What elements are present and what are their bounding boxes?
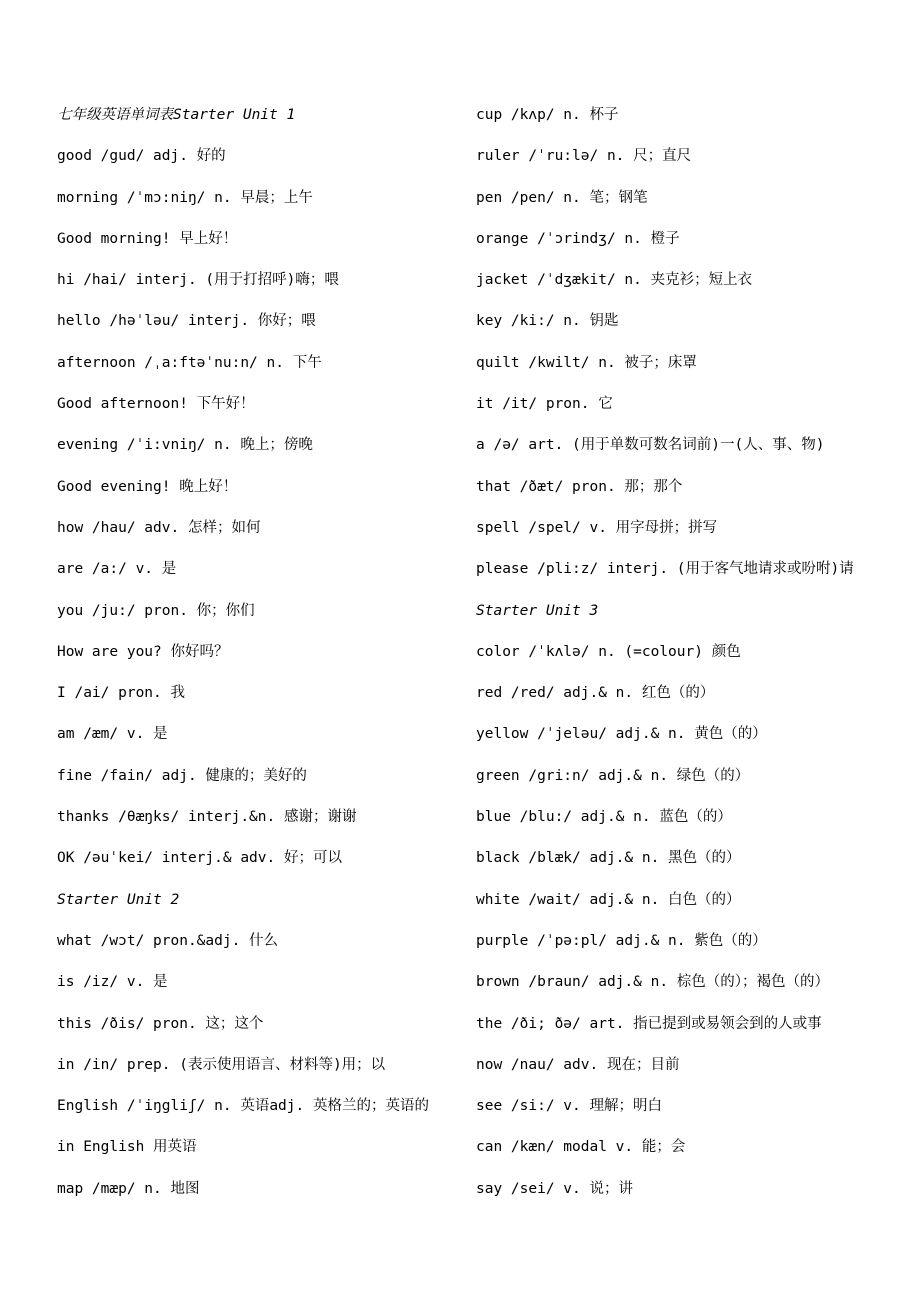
vocab-entry: hi /hai/ interj. (用于打招呼)嗨；喂 — [57, 272, 339, 289]
right-column — [476, 95, 906, 1210]
vocab-entry: Good afternoon! 下午好！ — [57, 396, 255, 413]
vocab-entry: orange /ˈɔrindʒ/ n. 橙子 — [476, 230, 680, 247]
vocab-entry: that /ðæt/ pron. 那；那个 — [476, 478, 683, 495]
vocab-entry: evening /ˈi:vniŋ/ n. 晚上；傍晚 — [57, 437, 313, 454]
vocab-entry: please /pli:z/ interj. (用于客气地请求或吩咐)请 — [476, 561, 854, 578]
vocab-entry: How are you? 你好吗？ — [57, 643, 229, 660]
vocab-entry: green /gri:n/ adj.& n. 绿色（的） — [476, 767, 750, 784]
vocab-entry: red /red/ adj.& n. 红色（的） — [476, 685, 715, 702]
vocab-entry: cup /kʌp/ n. 杯子 — [476, 107, 619, 123]
vocab-entry: thanks /θæŋks/ interj.&n. 感谢；谢谢 — [57, 809, 357, 826]
vocab-entry: English /ˈiŋgliʃ/ n. 英语adj. 英格兰的；英语的 — [57, 1098, 429, 1115]
vocab-entry: is /iz/ v. 是 — [57, 974, 168, 991]
vocab-entry: fine /fain/ adj. 健康的；美好的 — [57, 767, 307, 784]
vocab-entry: the /ði; ðə/ art. 指已提到或易领会到的人或事 — [476, 1015, 822, 1032]
vocab-entry: in /in/ prep. (表示使用语言、材料等)用；以 — [57, 1056, 386, 1073]
vocab-entry: white /wait/ adj.& n. 白色（的） — [476, 891, 741, 908]
vocab-entry: brown /braun/ adj.& n. 棕色（的）；褐色（的） — [476, 974, 830, 991]
vocab-entry: morning /ˈmɔ:niŋ/ n. 早晨；上午 — [57, 189, 313, 206]
vocab-entry: good /gud/ adj. 好的 — [57, 148, 226, 165]
vocab-entry: spell /spel/ v. 用字母拼；拼写 — [476, 519, 718, 536]
vocab-entry: yellow /ˈjeləu/ adj.& n. 黄色（的） — [476, 726, 767, 743]
vocab-entry: see /si:/ v. 理解；明白 — [476, 1098, 662, 1115]
vocab-entry: are /a:/ v. 是 — [57, 561, 177, 578]
vocab-entry: now /nau/ adv. 现在；目前 — [476, 1056, 680, 1073]
vocab-entry: I /ai/ pron. 我 — [57, 685, 185, 702]
vocab-entry: key /ki:/ n. 钥匙 — [476, 313, 619, 330]
vocab-entry: how /hau/ adv. 怎样；如何 — [57, 519, 261, 536]
vocab-entry: black /blæk/ adj.& n. 黑色（的） — [476, 850, 741, 867]
vocab-entry: hello /həˈləu/ interj. 你好；喂 — [57, 313, 316, 330]
left-column — [57, 95, 457, 1210]
vocab-entry: pen /pen/ n. 笔；钢笔 — [476, 189, 648, 206]
vocab-entry: say /sei/ v. 说；讲 — [476, 1180, 633, 1197]
vocab-entry: am /æm/ v. 是 — [57, 726, 168, 743]
unit-heading: Starter Unit 3 — [476, 602, 599, 619]
unit-heading: 七年级英语单词表Starter Unit 1 — [57, 107, 296, 123]
vocab-entry: blue /blu:/ adj.& n. 蓝色（的） — [476, 809, 732, 826]
vocab-entry: color /ˈkʌlə/ n. (=colour) 颜色 — [476, 643, 741, 660]
vocab-entry: ruler /ˈru:lə/ n. 尺；直尺 — [476, 148, 692, 165]
vocab-entry: you /ju:/ pron. 你；你们 — [57, 602, 255, 619]
vocab-entry: Good morning! 早上好！ — [57, 230, 238, 247]
vocab-entry: OK /əuˈkei/ interj.& adv. 好；可以 — [57, 850, 342, 867]
vocab-entry: purple /ˈpə:pl/ adj.& n. 紫色（的） — [476, 932, 767, 949]
vocab-entry: this /ðis/ pron. 这；这个 — [57, 1015, 264, 1032]
vocab-entry: afternoon /ˌa:ftəˈnu:n/ n. 下午 — [57, 354, 322, 371]
vocab-entry: what /wɔt/ pron.&adj. 什么 — [57, 932, 279, 949]
vocab-entry: jacket /ˈdʒækit/ n. 夹克衫；短上衣 — [476, 272, 753, 289]
vocab-entry: Good evening! 晚上好！ — [57, 478, 238, 495]
vocab-entry: it /it/ pron. 它 — [476, 396, 613, 413]
unit-heading: Starter Unit 2 — [57, 891, 180, 908]
vocab-entry: in English 用英语 — [57, 1139, 197, 1156]
vocab-entry: a /ə/ art. (用于单数可数名词前)一(人、事、物) — [476, 437, 825, 454]
vocab-entry: can /kæn/ modal v. 能；会 — [476, 1139, 686, 1156]
vocab-entry: quilt /kwilt/ n. 被子；床罩 — [476, 354, 697, 371]
vocab-entry: map /mæp/ n. 地图 — [57, 1180, 200, 1197]
